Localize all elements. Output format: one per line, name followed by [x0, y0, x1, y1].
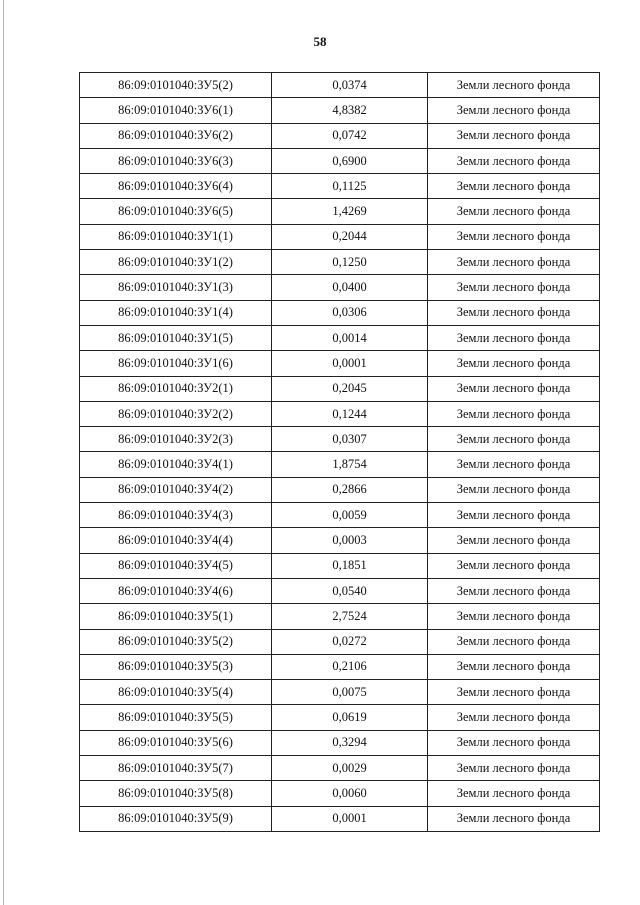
table-row	[80, 781, 600, 806]
area-cell: 0,2866	[272, 477, 428, 502]
cadastral-number-cell: 86:09:0101040:ЗУ6(2)	[80, 123, 272, 148]
area-cell: 2,7524	[272, 604, 428, 629]
area-cell: 0,6900	[272, 148, 428, 173]
scan-edge-line	[3, 0, 4, 905]
cadastral-number-cell: 86:09:0101040:ЗУ6(1)	[80, 98, 272, 123]
area-cell: 0,0306	[272, 300, 428, 325]
area-cell: 1,4269	[272, 199, 428, 224]
table-row	[80, 654, 600, 679]
land-category-cell: Земли лесного фонда	[428, 275, 600, 300]
land-category-cell: Земли лесного фонда	[428, 705, 600, 730]
table-row	[80, 452, 600, 477]
area-cell: 0,1244	[272, 401, 428, 426]
area-cell: 0,0742	[272, 123, 428, 148]
cadastral-number-cell: 86:09:0101040:ЗУ4(4)	[80, 528, 272, 553]
table-row	[80, 351, 600, 376]
cadastral-number-cell: 86:09:0101040:ЗУ2(2)	[80, 401, 272, 426]
land-category-cell: Земли лесного фонда	[428, 174, 600, 199]
cadastral-number-cell: 86:09:0101040:ЗУ5(2)	[80, 73, 272, 98]
cadastral-number-cell: 86:09:0101040:ЗУ4(5)	[80, 553, 272, 578]
table-row	[80, 604, 600, 629]
land-category-cell: Земли лесного фонда	[428, 806, 600, 831]
area-cell: 0,1125	[272, 174, 428, 199]
land-category-cell: Земли лесного фонда	[428, 654, 600, 679]
cadastral-number-cell: 86:09:0101040:ЗУ6(5)	[80, 199, 272, 224]
land-category-cell: Земли лесного фонда	[428, 224, 600, 249]
area-cell: 0,2045	[272, 376, 428, 401]
area-cell: 0,0619	[272, 705, 428, 730]
area-cell: 1,8754	[272, 452, 428, 477]
table-row	[80, 427, 600, 452]
area-cell: 0,0272	[272, 629, 428, 654]
table-row	[80, 376, 600, 401]
land-category-cell: Земли лесного фонда	[428, 629, 600, 654]
land-category-cell: Земли лесного фонда	[428, 148, 600, 173]
area-cell: 4,8382	[272, 98, 428, 123]
cadastral-number-cell: 86:09:0101040:ЗУ6(3)	[80, 148, 272, 173]
cadastral-number-cell: 86:09:0101040:ЗУ1(4)	[80, 300, 272, 325]
cadastral-number-cell: 86:09:0101040:ЗУ4(6)	[80, 578, 272, 603]
cadastral-number-cell: 86:09:0101040:ЗУ2(1)	[80, 376, 272, 401]
area-cell: 0,3294	[272, 730, 428, 755]
land-category-cell: Земли лесного фонда	[428, 781, 600, 806]
cadastral-number-cell: 86:09:0101040:ЗУ5(6)	[80, 730, 272, 755]
area-cell: 0,0001	[272, 806, 428, 831]
cadastral-number-cell: 86:09:0101040:ЗУ1(5)	[80, 325, 272, 350]
table-row	[80, 477, 600, 502]
cadastral-number-cell: 86:09:0101040:ЗУ1(6)	[80, 351, 272, 376]
land-plots-table	[79, 72, 600, 832]
area-cell: 0,0400	[272, 275, 428, 300]
land-category-cell: Земли лесного фонда	[428, 427, 600, 452]
area-cell: 0,0540	[272, 578, 428, 603]
land-category-cell: Земли лесного фонда	[428, 199, 600, 224]
table-row	[80, 199, 600, 224]
table-row	[80, 680, 600, 705]
table-row	[80, 806, 600, 831]
cadastral-number-cell: 86:09:0101040:ЗУ5(2)	[80, 629, 272, 654]
table-row	[80, 250, 600, 275]
land-plots-table-body	[80, 73, 600, 832]
land-category-cell: Земли лесного фонда	[428, 578, 600, 603]
cadastral-number-cell: 86:09:0101040:ЗУ5(3)	[80, 654, 272, 679]
land-category-cell: Земли лесного фонда	[428, 528, 600, 553]
table-row	[80, 174, 600, 199]
cadastral-number-cell: 86:09:0101040:ЗУ1(1)	[80, 224, 272, 249]
area-cell: 0,1250	[272, 250, 428, 275]
cadastral-number-cell: 86:09:0101040:ЗУ1(2)	[80, 250, 272, 275]
area-cell: 0,0307	[272, 427, 428, 452]
cadastral-number-cell: 86:09:0101040:ЗУ5(7)	[80, 756, 272, 781]
table-row	[80, 73, 600, 98]
table-row	[80, 756, 600, 781]
land-category-cell: Земли лесного фонда	[428, 503, 600, 528]
area-cell: 0,0075	[272, 680, 428, 705]
table-row	[80, 528, 600, 553]
table-row	[80, 401, 600, 426]
land-category-cell: Земли лесного фонда	[428, 376, 600, 401]
table-row	[80, 730, 600, 755]
land-category-cell: Земли лесного фонда	[428, 604, 600, 629]
table-row	[80, 629, 600, 654]
land-category-cell: Земли лесного фонда	[428, 680, 600, 705]
land-category-cell: Земли лесного фонда	[428, 730, 600, 755]
cadastral-number-cell: 86:09:0101040:ЗУ1(3)	[80, 275, 272, 300]
area-cell: 0,0001	[272, 351, 428, 376]
area-cell: 0,0014	[272, 325, 428, 350]
land-category-cell: Земли лесного фонда	[428, 477, 600, 502]
table-row	[80, 123, 600, 148]
cadastral-number-cell: 86:09:0101040:ЗУ4(2)	[80, 477, 272, 502]
land-category-cell: Земли лесного фонда	[428, 98, 600, 123]
cadastral-number-cell: 86:09:0101040:ЗУ5(5)	[80, 705, 272, 730]
area-cell: 0,2106	[272, 654, 428, 679]
area-cell: 0,2044	[272, 224, 428, 249]
table-row	[80, 578, 600, 603]
area-cell: 0,0060	[272, 781, 428, 806]
area-cell: 0,0003	[272, 528, 428, 553]
cadastral-number-cell: 86:09:0101040:ЗУ4(3)	[80, 503, 272, 528]
area-cell: 0,1851	[272, 553, 428, 578]
land-category-cell: Земли лесного фонда	[428, 300, 600, 325]
table-row	[80, 705, 600, 730]
land-category-cell: Земли лесного фонда	[428, 756, 600, 781]
land-category-cell: Земли лесного фонда	[428, 553, 600, 578]
area-cell: 0,0059	[272, 503, 428, 528]
land-category-cell: Земли лесного фонда	[428, 452, 600, 477]
table-row	[80, 275, 600, 300]
land-category-cell: Земли лесного фонда	[428, 401, 600, 426]
cadastral-number-cell: 86:09:0101040:ЗУ2(3)	[80, 427, 272, 452]
table-row	[80, 325, 600, 350]
cadastral-number-cell: 86:09:0101040:ЗУ5(4)	[80, 680, 272, 705]
land-category-cell: Земли лесного фонда	[428, 250, 600, 275]
land-category-cell: Земли лесного фонда	[428, 351, 600, 376]
cadastral-number-cell: 86:09:0101040:ЗУ5(9)	[80, 806, 272, 831]
table-row	[80, 300, 600, 325]
land-category-cell: Земли лесного фонда	[428, 73, 600, 98]
cadastral-number-cell: 86:09:0101040:ЗУ6(4)	[80, 174, 272, 199]
land-category-cell: Земли лесного фонда	[428, 123, 600, 148]
cadastral-number-cell: 86:09:0101040:ЗУ5(8)	[80, 781, 272, 806]
cadastral-number-cell: 86:09:0101040:ЗУ5(1)	[80, 604, 272, 629]
area-cell: 0,0374	[272, 73, 428, 98]
table-row	[80, 503, 600, 528]
area-cell: 0,0029	[272, 756, 428, 781]
table-row	[80, 98, 600, 123]
land-category-cell: Земли лесного фонда	[428, 325, 600, 350]
table-row	[80, 224, 600, 249]
table-row	[80, 553, 600, 578]
cadastral-number-cell: 86:09:0101040:ЗУ4(1)	[80, 452, 272, 477]
table-row	[80, 148, 600, 173]
page-number: 58	[313, 34, 327, 49]
